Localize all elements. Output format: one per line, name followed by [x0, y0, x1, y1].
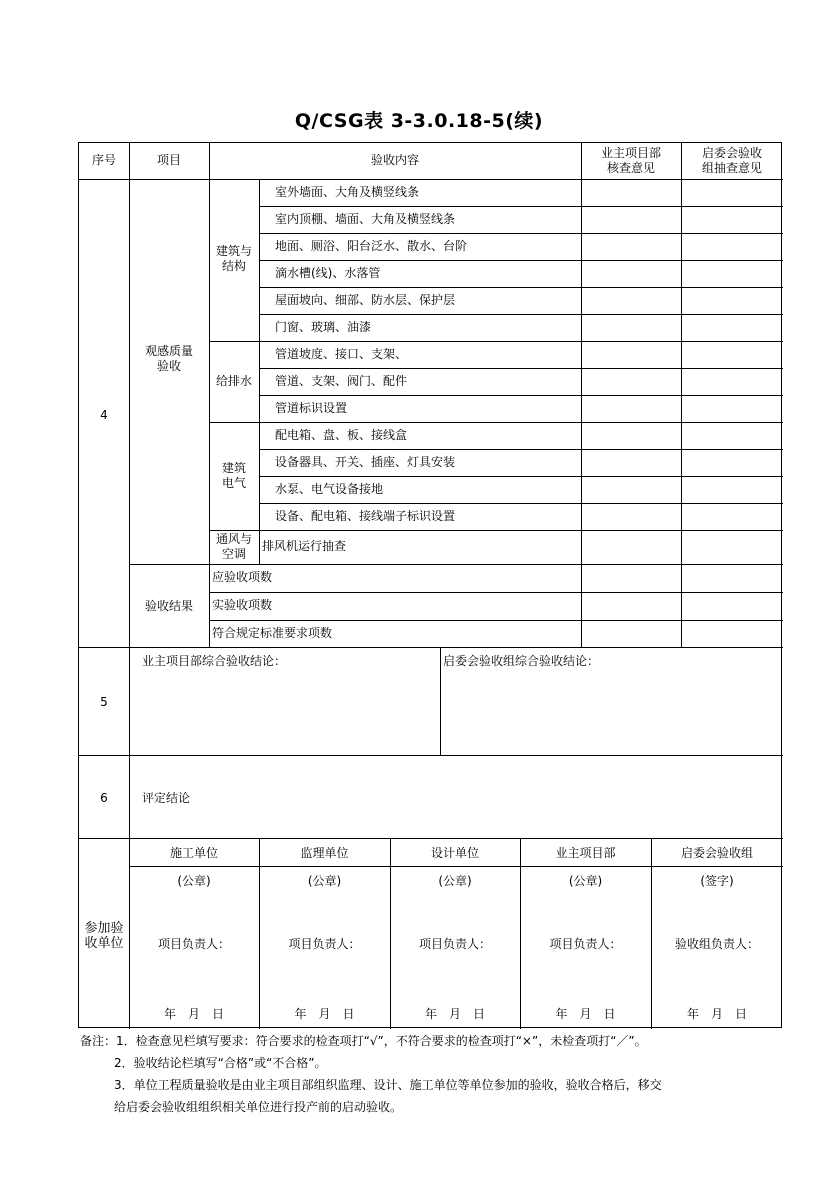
- group-hvac: 通风与 空调: [215, 532, 252, 561]
- evaluation-conclusion-label: 评定结论: [142, 791, 191, 805]
- grid-line: [259, 287, 783, 288]
- check-row: 设备、配电箱、接线端子标识设置: [275, 509, 456, 523]
- unit-seal: (公章): [438, 874, 472, 888]
- section4-item: 观感质量 验收: [144, 344, 193, 373]
- owner-conclusion-label: 业主项目部综合验收结论：: [142, 654, 287, 668]
- unit-seal: (公章): [177, 874, 211, 888]
- grid-line: [129, 564, 783, 565]
- section5-seq: 5: [100, 695, 108, 709]
- check-row: 滴水槽(线)、水落管: [275, 266, 381, 280]
- unit-person-label: 项目负责人：: [288, 937, 361, 951]
- header-item: 项目: [156, 153, 181, 167]
- result-row: 符合规定标准要求项数: [212, 626, 333, 640]
- result-row: 实验收项数: [212, 598, 273, 612]
- unit-name: 监理单位: [300, 846, 349, 860]
- grid-line: [209, 530, 783, 531]
- unit-name: 施工单位: [169, 846, 218, 860]
- check-row: 地面、厕浴、阳台泛水、散水、台阶: [275, 239, 468, 253]
- grid-line: [259, 395, 783, 396]
- grid-line: [259, 233, 783, 234]
- unit-date: 年 月 日: [294, 1007, 355, 1021]
- check-row: 配电箱、盘、板、接线盒: [275, 428, 408, 442]
- header-seq: 序号: [91, 153, 116, 167]
- check-row: 排风机运行抽查: [262, 539, 347, 553]
- grid-line: [581, 179, 582, 647]
- unit-date: 年 月 日: [686, 1007, 747, 1021]
- remark-line: 备注：1．检查意见栏填写要求：符合要求的检查项打“√”，不符合要求的检查项打“×”，未检查项打“／”。: [80, 1034, 647, 1048]
- unit-person-label: 项目负责人：: [549, 937, 622, 951]
- unit-seal: (签字): [700, 874, 734, 888]
- unit-seal: (公章): [568, 874, 603, 888]
- section6-seq: 6: [100, 791, 108, 805]
- remarks: [80, 1030, 662, 1118]
- grid-line: [259, 206, 783, 207]
- check-row: 管道标识设置: [275, 401, 348, 415]
- committee-conclusion-label: 启委会验收组综合验收结论：: [443, 654, 600, 668]
- participants-label: 参加验 收单位: [84, 921, 124, 951]
- grid-line: [79, 755, 783, 756]
- check-row: 管道坡度、接口、支架、: [275, 347, 408, 361]
- unit-person-label: 项目负责人：: [418, 937, 491, 951]
- unit-date: 年 月 日: [555, 1007, 616, 1021]
- unit-person-label: 项目负责人：: [157, 937, 230, 951]
- grid-line: [259, 368, 783, 369]
- grid-line: [209, 620, 783, 621]
- group-building-structure: 建筑与 结构: [215, 244, 252, 273]
- grid-line: [259, 449, 783, 450]
- grid-line: [520, 838, 521, 1029]
- unit-person-label: 验收组负责人：: [674, 937, 759, 951]
- unit-name: 启委会验收组: [680, 846, 753, 860]
- grid-line: [79, 838, 783, 839]
- acceptance-form-table: [78, 142, 782, 1028]
- unit-date: 年 月 日: [424, 1007, 485, 1021]
- section4-seq: 4: [100, 408, 108, 422]
- grid-line: [440, 647, 441, 755]
- grid-line: [390, 838, 391, 1029]
- remark-line: 2．验收结论栏填写“合格”或“不合格”。: [114, 1056, 327, 1070]
- grid-line: [209, 422, 783, 423]
- grid-line: [259, 838, 260, 1029]
- group-electrical: 建筑 电气: [221, 461, 246, 490]
- grid-line: [129, 179, 130, 647]
- grid-line: [259, 476, 783, 477]
- result-row: 应验收项数: [212, 570, 273, 584]
- check-row: 设备器具、开关、插座、灯具安装: [275, 455, 456, 469]
- grid-line: [259, 260, 783, 261]
- grid-line: [129, 866, 783, 867]
- check-row: 室内顶棚、墙面、大角及横竖线条: [275, 212, 456, 226]
- grid-line: [259, 179, 260, 564]
- grid-line: [209, 341, 783, 342]
- grid-line: [129, 838, 130, 1029]
- grid-line: [681, 179, 682, 647]
- unit-seal: (公章): [307, 874, 342, 888]
- grid-line: [79, 179, 783, 180]
- header-owner-opinion: 业主项目部 核查意见: [600, 146, 661, 175]
- grid-line: [129, 755, 130, 838]
- check-row: 室外墙面、大角及横竖线条: [275, 185, 420, 199]
- remark-line: 给启委会验收组组织相关单位进行投产前的启动验收。: [114, 1100, 403, 1114]
- header-committee-opinion: 启委会验收 组抽查意见: [701, 146, 762, 175]
- unit-date: 年 月 日: [163, 1007, 224, 1021]
- grid-line: [79, 647, 783, 648]
- remark-line: 3．单位工程质量验收是由业主项目部组织监理、设计、施工单位等单位参加的验收，验收合格后，移交: [114, 1078, 662, 1092]
- acceptance-result-label: 验收结果: [144, 599, 193, 613]
- check-row: 水泵、电气设备接地: [275, 482, 384, 496]
- check-row: 屋面坡向、细部、防水层、保护层: [275, 293, 456, 307]
- check-row: 门窗、玻璃、油漆: [275, 320, 372, 334]
- grid-line: [129, 647, 130, 755]
- form-title: Q/CSG表 3-3.0.18-5(续): [294, 110, 544, 132]
- grid-line: [259, 314, 783, 315]
- header-content: 验收内容: [370, 153, 419, 167]
- unit-name: 业主项目部: [555, 846, 616, 860]
- grid-line: [651, 838, 652, 1029]
- check-row: 管道、支架、阀门、配件: [275, 374, 408, 388]
- unit-name: 设计单位: [430, 846, 479, 860]
- group-plumbing: 给排水: [215, 374, 252, 388]
- grid-line: [209, 592, 783, 593]
- grid-line: [259, 503, 783, 504]
